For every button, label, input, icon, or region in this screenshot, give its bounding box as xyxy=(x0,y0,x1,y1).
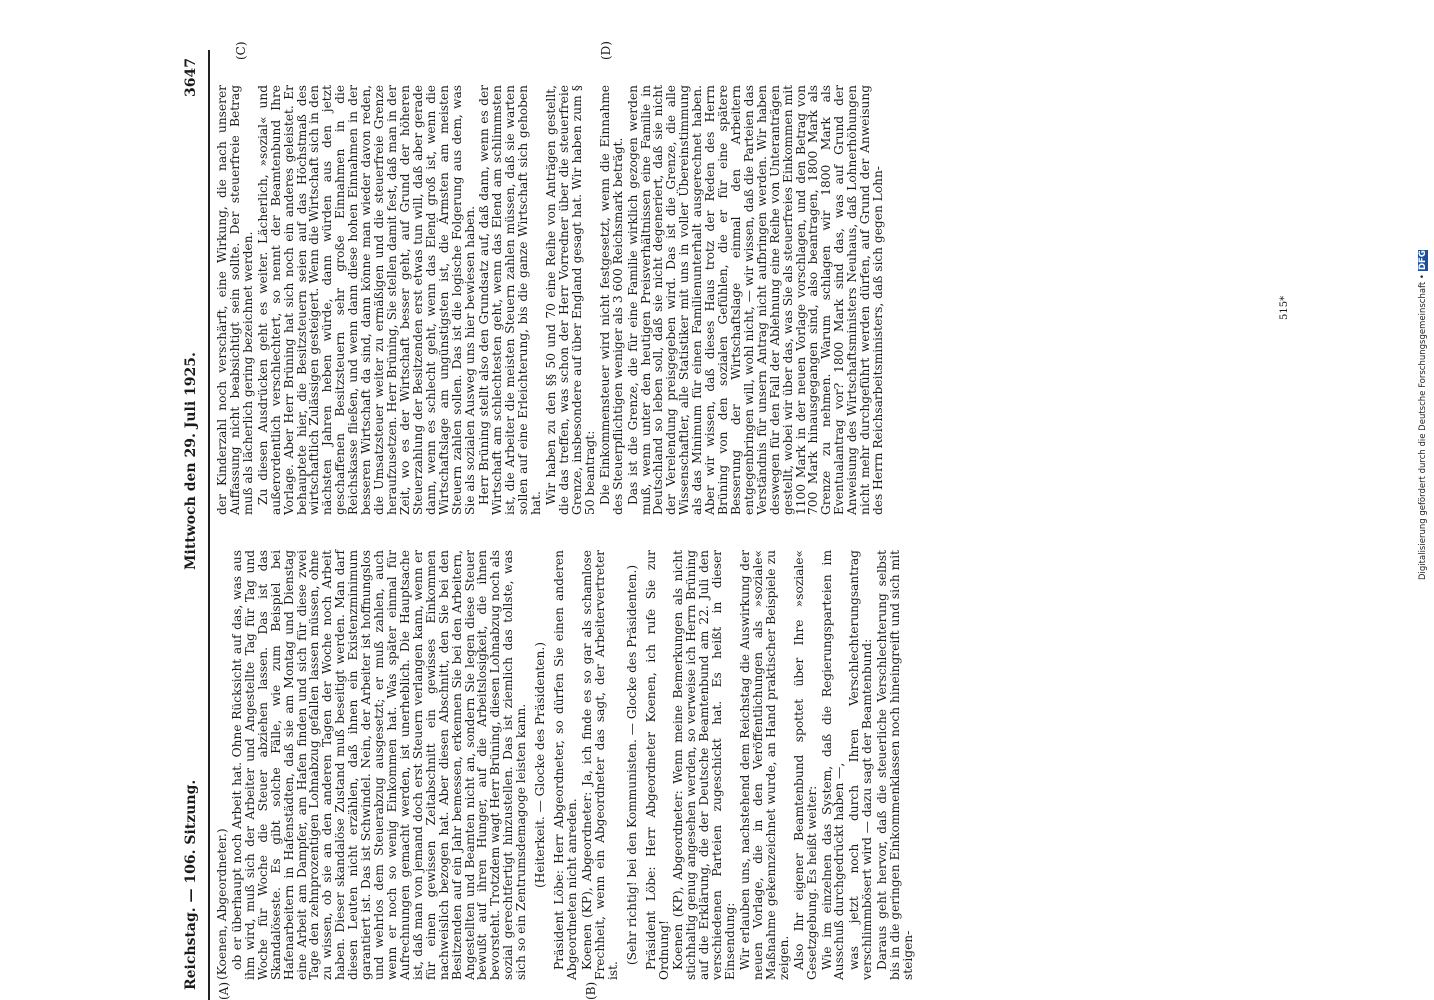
paragraph: (Sehr richtig! bei den Kommunisten. — Glocke des Präsidenten.) xyxy=(624,564,639,966)
digitization-text: Digitalisierung gefördert durch die Deutsche Forschungsgemeinschaft • xyxy=(1418,274,1428,580)
paragraph: der Kinderzahl noch verschärft, eine Wirkung, die nach unserer Auffassung nicht beabsichtigt sein sollte. Der steuerfreie Betrag muß als lächerlich gering bezeichnet werden. xyxy=(215,85,255,515)
header-session: Reichstag. — 106. Sitzung. xyxy=(183,779,199,990)
page-header xyxy=(180,50,210,1000)
page-number: 3647 xyxy=(183,58,199,97)
paragraph: Die Einkommensteuer wird nicht festgesetzt, wenn die Einnahme des Steuerpflichtigen weniger als 3 600 Reichsmark beträgt. xyxy=(597,85,625,515)
margin-marker-a: (A) xyxy=(217,981,231,1000)
digitization-note xyxy=(1418,40,1428,580)
paragraph: Das ist die Grenze, die für eine Familie wirklich gezogen werden muß, wenn unter den heutigen Preisverhältnissen eine Familie in Deutschland so leben soll, daß sie nicht degeneriert, daß sie nicht der Verelendung preisgegeben wird. Das ist die Grenze, die alle Wissenschaftler, alle Statistiker mit uns in voller Übereinstimmung als das Minimum für einen Familienunterhalt ausgerechnet haben. Aber wir wissen, daß dieses Haus trotz der Reden des Herrn Brüning von den sozialen Gefühlen, die er für eine spätere Besserung der Wirtschaftslage einmal den Arbeitern entgegenbringen will, wohl nicht, — wir wissen, daß die Parteien das Verständnis für unsern Antrag nicht aufbringen werden. Wir haben deswegen für den Fall der Ablehnung eine Reihe von Unteranträgen gestellt, wobei wir über das, was Sie als steuerfreies Einkommen mit 1100 Mark in der neuen Vorlage vorschlagen, und den Betrag von 700 Mark hinausgegangen sind, also beantragen, 1800 Mark als Grenze zu nehmen. Warum schlagen wir 1800 Mark als Eventualantrag vor? 1800 Mark sind das, was auf Grund der Anweisung des Wirtschaftsministers Neuhaus, daß Lohnerhöhungen nicht mehr durchgeführt werden dürfen, auf Grund der Anweisung des Herrn Reichsarbeitsministers, daß sich gegen Lohn- xyxy=(625,85,886,515)
paragraph: (Koenen, Abgeordneter.) xyxy=(215,828,229,980)
margin-marker-c: (C) xyxy=(234,41,248,60)
paragraph: Koenen (KP), Abgeordneter: Wenn meine Bemerkungen als nicht stichhaltig genug angesehen werden, so verweise ich Herrn Brüning auf die Erklärung, die der Deutsche Beamtenbund am 22. Juli den verschiedenen Parteien zugeschickt hat. Es heißt in dieser Einsendung: xyxy=(671,550,738,980)
scanned-page xyxy=(180,41,1434,1000)
header-date: Mittwoch den 29. Juli 1925. xyxy=(183,352,199,570)
paragraph: Zu diesen Ausdrücken geht es weiter. Lächerlich, »sozial« und außerordentlich verschlechtert, so nennt der Beamtenbund Ihre Vorlage. Aber Herr Brüning hat sich noch ein anderes geleistet. Er behauptete hier, die Besitzsteuern seien auf das Höchstmaß des wirtschaftlich Zulässigen gesteigert. Wenn die Wirtschaft sich in den nächsten Jahren heben würde, dann würden aus den jetzt geschaffenen Besitzsteuern sehr große Einnahmen in die Reichskasse fließen, und wenn dann diese hohen Einnahmen in der besseren Wirtschaft da sind, dann könne man wieder davon reden, die Umsatzsteuer weiter zu ermäßigen und die steuerfreie Grenze heraufzusetzen. Herr Brüning, Sie stellen damit fest, daß man in der Zeit, wo es der Wirtschaft besser geht, auf Grund der höheren Steuerzahlung der Besitzenden erst etwas tun will, daß aber gerade dann, wenn es schlecht geht, wenn das Elend groß ist, wenn die Wirtschaftslage am ungünstigsten ist, die Ärmsten am meisten Steuern zahlen sollen. Das ist die logische Folgerung aus dem, was Sie als sozialen Ausweg uns hier bewiesen haben. xyxy=(255,85,477,515)
paragraph: Also Ihr eigener Beamtenbund spottet über Ihre »soziale« Gesetzgebung. Es heißt weiter: xyxy=(791,550,819,980)
paragraph: Wir haben zu den §§ 50 und 70 eine Reihe von Anträgen gestellt, die das treffen, was schon der Herr Vorredner über die steuerfreie Grenze, insbesondere auf über England gesagt hat. Wir haben zum § 50 beantragt: xyxy=(544,85,597,515)
margin-marker-d: (D) xyxy=(599,41,613,60)
paragraph: Wie im einzelnen das System, daß die Regierungsparteien im Ausschuß durchgedrückt haben —, xyxy=(819,550,847,980)
right-column xyxy=(216,85,887,515)
paragraph: Präsident Löbe: Herr Abgeordneter, so dürfen Sie einen anderen Abgeordneten nicht anreden. xyxy=(552,550,579,980)
dfg-logo: DFG xyxy=(1418,250,1428,271)
paragraph: Daraus geht hervor, daß die steuerliche Verschlechterung selbst bis in die geringen Einkommenklassen noch hineingreift und sich mit steigen- xyxy=(875,550,916,980)
left-column xyxy=(216,550,917,980)
margin-marker-b: (B) xyxy=(584,981,598,1000)
paragraph: ob er überhaupt noch Arbeit hat. Ohne Rücksicht auf das, was aus ihm wird, muß sich der Arbeiter und Angestellte Tag für Tag und Woche für Woche die Steuer abziehen lassen. Das ist das Skandalöseste. Es gibt solche Fälle, wie zum Beispiel bei Hafenarbeitern in Hafenstädten, daß sie am Montag und Dienstag eine Arbeit am Dampfer, am Hafen finden und sich für diese zwei Tage den zehnprozentigen Lohnabzug gefallen lassen müssen, ohne zu wissen, ob sie an den anderen Tagen der Woche noch Arbeit haben. Dieser skandalöse Zustand muß beseitigt werden. Man darf diesen Leuten nicht erzählen, daß ihnen ein Existenzminimum garantiert ist. Das ist Schwindel. Nein, der Arbeiter ist hoffnungslos und wehrlos dem Steuerabzug ausgesetzt; er muß zahlen, auch wenn er noch so wenig Einkommen hat. Was später einmal für Aufrechnungen gemacht werden, ist unerheblich. Die Hauptsache ist, daß man von jemand doch erst Steuern verlangen kann, wenn er für einen gewissen Zeitabschnitt ein gewisses Einkommen nachweislich bezogen hat. Aber diesen Abschnitt, den Sie bei den Besitzenden auf ein Jahr bemessen, erkennen Sie bei den Arbeitern, Angestellten und Beamten nicht an, sondern Sie legen diese Steuer bewußt auf ihren Hunger, auf die Arbeitslosigkeit, die ihnen bevorsteht. Trotzdem wagt Herr Brüning, diesen Lohnabzug noch als sozial gerechtfertigt hinzustellen. Das ist ziemlich das tollste, was sich so ein Zentrumsdemagoge leisten kann. xyxy=(229,550,529,980)
paragraph: (Heiterkeit. — Glocke des Präsidenten.) xyxy=(533,642,548,888)
paragraph: Präsident Löbe: Herr Abgeordneter Koenen, ich rufe Sie zur Ordnung! xyxy=(643,550,671,980)
paragraph: was jetzt noch durch Ihren Verschlechterungsantrag verschlimmbösert wird — dazu sagt der Beamtenbund: xyxy=(847,550,875,980)
paragraph: Wir erlauben uns, nachstehend dem Reichstag die Auswirkung der neuen Vorlage, die in den Veröffentlichungen als »soziale« Maßnahme gekennzeichnet wurde, an Hand praktischer Beispiele zu zeigen. xyxy=(738,550,791,980)
page-footer: 515* xyxy=(1279,295,1290,320)
paragraph: Herr Brüning stellt also den Grundsatz auf, daß dann, wenn es der Wirtschaft am schlechtesten geht, wenn das Elend am schlimmsten ist, die Arbeiter die meisten Steuern zahlen müssen, daß sie warten sollen auf eine Erleichterung, bis die ganze Wirtschaft sich gehoben hat. xyxy=(477,85,544,515)
paragraph: Koenen (KP), Abgeordneter: Ja, ich finde es so gar als schamlose Frechheit, wenn ein Abgeordneter das sagt, der Arbeitervertreter ist. xyxy=(579,550,620,980)
